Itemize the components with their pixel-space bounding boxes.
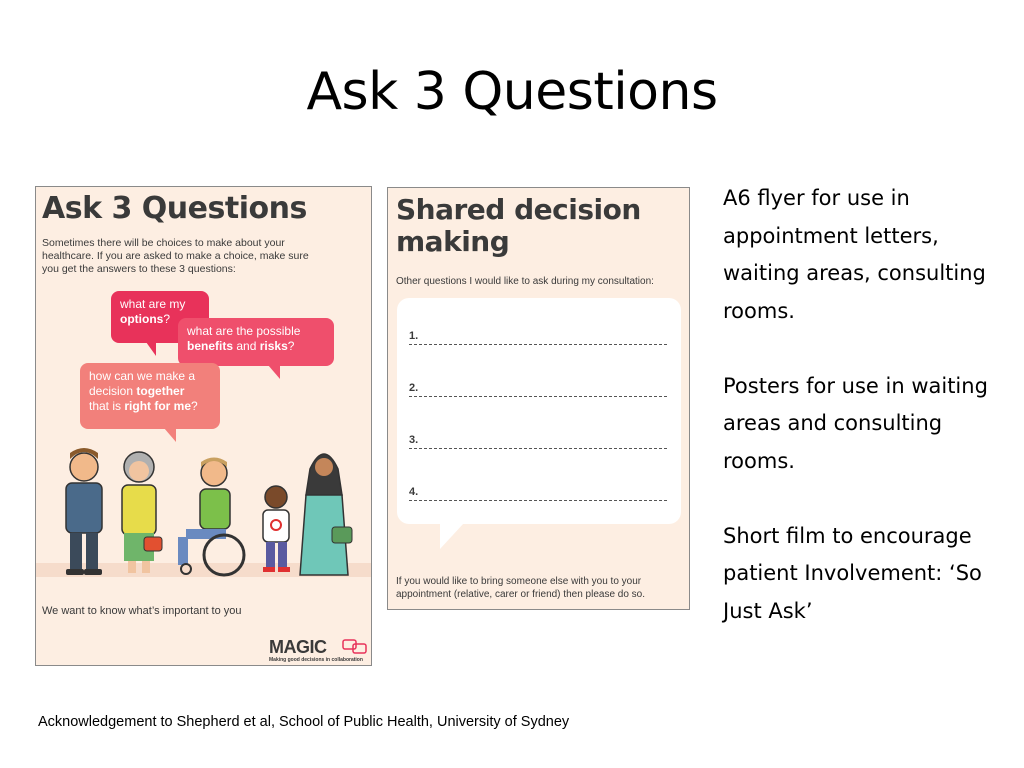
bubble-text: and: [233, 339, 260, 353]
question-line: 4.: [409, 486, 667, 501]
older-woman-figure: [122, 452, 162, 573]
flyer-footer: If you would like to bring someone else with you to your appointment (relative, carer or friend) then please do so.: [396, 576, 646, 600]
question-line: 1.: [409, 330, 667, 345]
magic-tagline: Making good decisions in collaboration: [269, 657, 363, 663]
bubble-text: how can we make a decision: [89, 369, 196, 398]
acknowledgement: Acknowledgement to Shepherd et al, School of Public Health, University of Sydney: [38, 714, 570, 730]
speech-bubble-tail: [440, 523, 464, 549]
woman-hijab-figure: [300, 454, 352, 575]
poster-title: Ask 3 Questions: [42, 191, 307, 226]
speech-bubbles-icon: [342, 639, 368, 655]
bubble-text: that is: [89, 399, 122, 413]
bubble-bold: right for me: [124, 399, 192, 413]
note-item: Short film to encourage patient Involvement: ‘So Just Ask’: [723, 523, 982, 623]
questions-box: [397, 298, 681, 524]
man-figure: [66, 448, 102, 575]
bubble-bold: together: [136, 384, 185, 398]
speech-bubble-tail: [146, 342, 156, 356]
people-illustration: [36, 437, 372, 587]
ask-3-questions-poster: [35, 186, 372, 666]
question-line: 3.: [409, 434, 667, 449]
bubble-bold: benefits: [187, 339, 234, 353]
flyer-prompt: Other questions I would like to ask during my consultation:: [396, 276, 654, 287]
speech-bubble-tail: [268, 365, 280, 379]
note-item: A6 flyer for use in appointment letters, waiting areas, consulting rooms.: [723, 186, 986, 323]
slide-title: Ask 3 Questions: [306, 62, 718, 122]
speech-bubble-together: [80, 363, 220, 429]
question-line: 2.: [409, 382, 667, 397]
notes-column: [723, 180, 993, 668]
flyer-title: Shared decision making: [396, 193, 641, 258]
bubble-text: what are the possible: [187, 324, 301, 338]
poster-intro: Sometimes there will be choices to make about your healthcare. If you are asked to make a choice, make sure you get the answers to these 3 questions:: [42, 237, 309, 275]
bubble-text: what are my: [120, 297, 186, 311]
bubble-text: ?: [191, 399, 198, 413]
bubble-bold: options: [120, 312, 164, 326]
poster-footer: We want to know what’s important to you: [42, 605, 242, 617]
boy-figure: [263, 486, 290, 572]
note-item: Posters for use in waiting areas and consulting rooms.: [723, 373, 988, 473]
speech-bubble-benefits-risks: [178, 318, 334, 366]
shared-decision-flyer: [387, 187, 690, 610]
bubble-text: ?: [163, 312, 171, 326]
magic-logo: MAGIC: [269, 637, 327, 657]
bubble-bold: risks: [259, 339, 288, 353]
bubble-text: ?: [287, 339, 295, 353]
wheelchair-user-figure: [178, 458, 244, 576]
